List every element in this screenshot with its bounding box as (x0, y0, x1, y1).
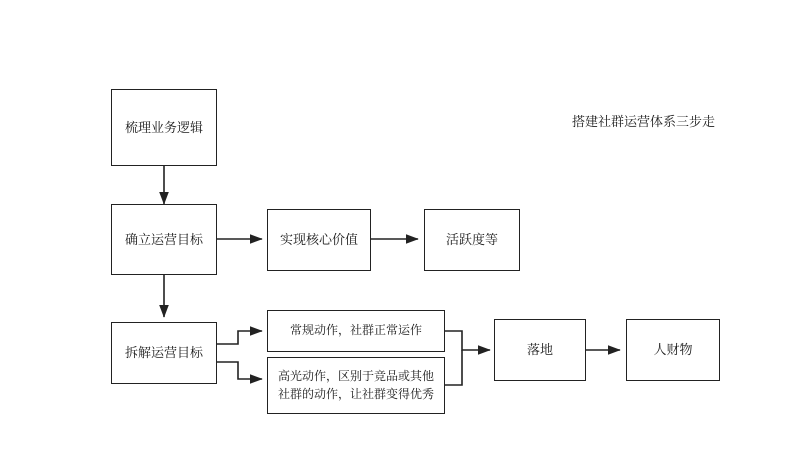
node-落地[interactable] (494, 319, 586, 381)
node-label: 活跃度等 (445, 232, 498, 248)
node-label: 实现核心价值 (279, 232, 358, 248)
edge-n6-n8 (444, 331, 490, 350)
node-label: 确立运营目标 (124, 231, 203, 247)
node-label: 常规动作，社群正常运作 (289, 323, 422, 338)
edge-n5-n7 (217, 362, 262, 379)
edge-n5-n6 (217, 331, 262, 344)
node-人财物[interactable] (626, 319, 720, 381)
node-常规动作[interactable] (267, 310, 445, 352)
node-label: 拆解运营目标 (124, 345, 203, 361)
node-活跃度等[interactable] (424, 209, 520, 271)
node-label: 高光动作，区别于竞品或其他社群的动作，让社群变得优秀 (277, 369, 434, 401)
node-label: 梳理业务逻辑 (124, 119, 203, 135)
node-label: 落地 (526, 342, 553, 358)
node-高光动作[interactable] (267, 357, 445, 414)
edge-n7-n8 (444, 350, 462, 385)
node-拆解运营目标[interactable] (111, 322, 217, 384)
node-实现核心价值[interactable] (267, 209, 371, 271)
diagram-title: 搭建社群运营体系三步走 (572, 114, 716, 129)
node-label: 人财物 (653, 342, 693, 358)
node-梳理业务逻辑[interactable] (111, 89, 217, 166)
node-确立运营目标[interactable] (111, 204, 217, 275)
